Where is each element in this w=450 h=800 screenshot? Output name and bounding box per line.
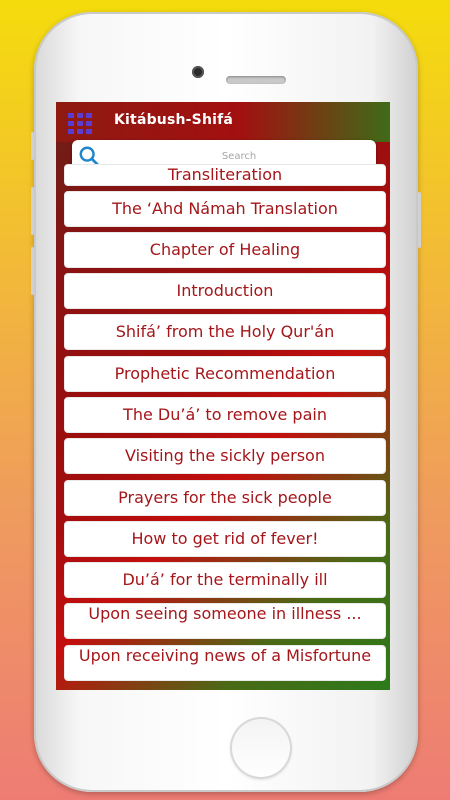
list-item-label: Prayers for the sick people (118, 488, 332, 507)
power-button (418, 192, 421, 248)
list-item-dua-remove-pain[interactable] (64, 397, 386, 433)
list-item-label: Transliteration (167, 165, 283, 184)
volume-up-button (31, 187, 34, 235)
list-item-label: The Du’á’ to remove pain (123, 405, 327, 424)
list-item-prayers-for-sick[interactable] (64, 480, 386, 516)
list-item-label: Shifá’ from the Holy Qur'án (115, 322, 335, 341)
list-item-chapter-of-healing[interactable] (64, 232, 386, 268)
home-button[interactable] (230, 717, 292, 779)
earpiece-speaker (226, 76, 286, 84)
list-item-shifa-from-quran[interactable] (64, 314, 386, 350)
app-toolbar (56, 102, 390, 142)
list-item-terminally-ill[interactable] (64, 562, 386, 598)
list-item-introduction[interactable] (64, 273, 386, 309)
phone-screen (56, 102, 390, 690)
list-item-label: How to get rid of fever! (131, 529, 319, 548)
list-item-prophetic-recommendation[interactable] (64, 356, 386, 392)
volume-down-button (31, 247, 34, 295)
list-item-visiting-sickly[interactable] (64, 438, 386, 474)
list-item-label: Upon seeing someone in illness ... (88, 604, 362, 623)
list-item-label: The ‘Ahd Námah Translation (112, 199, 338, 218)
chapter-list (64, 165, 386, 682)
list-item-seeing-illness[interactable] (64, 603, 386, 639)
grid-menu-icon[interactable] (68, 113, 92, 133)
list-item-label: Chapter of Healing (149, 240, 301, 259)
list-item-label: Prophetic Recommendation (114, 364, 336, 383)
list-item-news-of-misfortune[interactable] (64, 645, 386, 681)
list-item-label: Upon receiving news of a Misfortune (78, 646, 372, 665)
list-item-rid-of-fever[interactable] (64, 521, 386, 557)
list-item-ahd-namah-translation[interactable] (64, 191, 386, 227)
app-title: Kitábush-Shifá (114, 112, 234, 128)
list-item-label: Du’á’ for the terminally ill (122, 570, 328, 589)
app-background (56, 102, 390, 690)
list-item-label: Visiting the sickly person (125, 446, 325, 465)
list-item-transliteration[interactable] (64, 164, 386, 186)
front-camera (192, 66, 204, 78)
side-button (31, 132, 34, 160)
list-item-label: Introduction (176, 281, 274, 300)
